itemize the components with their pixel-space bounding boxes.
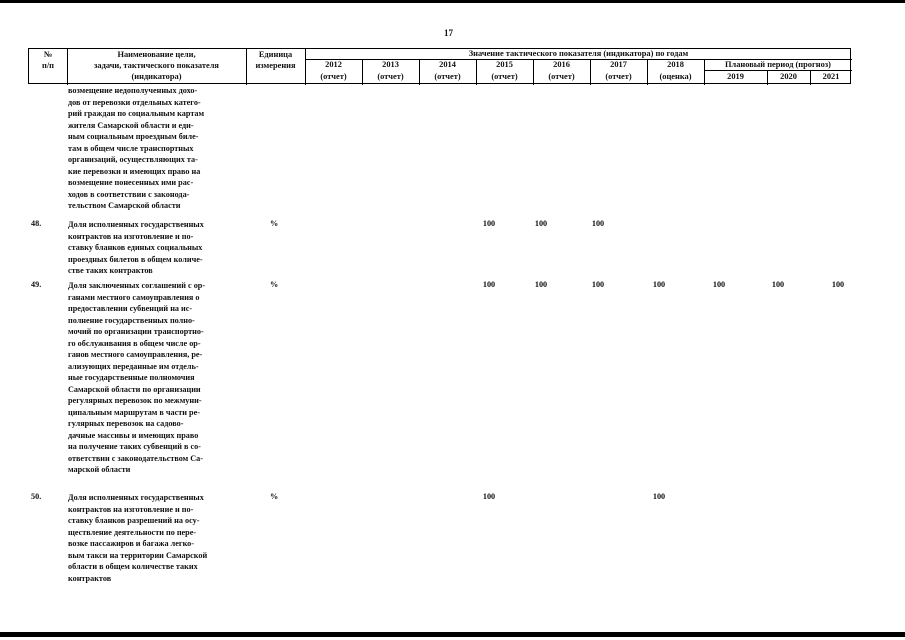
indicator-value: 100 <box>771 280 785 289</box>
unit-of-measure: % <box>270 492 279 501</box>
header-forecast-year-2020: 2020 <box>780 72 797 81</box>
table-header <box>28 48 851 84</box>
header-year-2015: 2015 <box>496 60 513 69</box>
indicator-value: 100 <box>534 280 548 289</box>
indicator-name-line: вым такси на территории Самарской <box>68 550 208 560</box>
indicator-value: 100 <box>712 280 726 289</box>
top-border-bar <box>0 0 905 3</box>
indicator-name-line: организаций, осуществляющих та- <box>68 155 198 164</box>
header-name-line1: Наименование цели, <box>117 50 196 59</box>
indicator-name-line: возке пассажиров и багажа легко- <box>68 539 194 548</box>
row-number: 49. <box>31 280 42 289</box>
indicator-name-line: ные государственные полномочия <box>68 373 195 382</box>
header-values-title: Значение тактического показателя (индикатора) по годам <box>468 49 689 58</box>
indicator-name-line: мочий по организации транспортно- <box>68 327 204 336</box>
indicator-value: 100 <box>652 280 666 289</box>
indicator-name-line: дачные массивы и имеющих право <box>68 430 199 440</box>
indicator-value: 100 <box>482 280 496 289</box>
indicator-name <box>68 219 242 277</box>
header-num-sub: п/п <box>42 61 54 70</box>
indicator-name-line: тельством Самарской области <box>68 201 181 210</box>
indicator-name-line: Доля исполненных государственных <box>68 493 204 502</box>
header-year-sub-2018: (оценка) <box>659 72 692 81</box>
indicator-name-line: регулярных перевозок по межмуни- <box>68 396 202 405</box>
indicator-name-line: контрактов на изготовление и по- <box>68 504 194 514</box>
indicator-name-line: ганов местного самоуправления, ре- <box>68 350 203 359</box>
indicator-name-line: проездных билетов в общем количе- <box>68 254 203 264</box>
indicator-name-line: гулярных перевозок на садово- <box>68 419 184 428</box>
row-number: 50. <box>31 492 42 501</box>
unit-of-measure: % <box>270 280 279 289</box>
indicator-value: 100 <box>591 219 605 228</box>
header-unit-line1: Единица <box>258 50 293 59</box>
indicator-name-line: области в общем количестве таких <box>68 562 198 571</box>
unit-of-measure: % <box>270 219 279 228</box>
indicator-name-line: го обслуживания в общем числе ор- <box>68 338 201 348</box>
header-name-line2: задачи, тактического показателя <box>94 61 219 70</box>
indicator-name-line: возмещение недополученных дохо- <box>68 86 198 95</box>
indicator-name-line: ществление деятельности по пере- <box>68 527 197 537</box>
indicator-name-line: возмещение понесенных ими рас- <box>68 178 194 187</box>
header-name-line3: (индикатора) <box>131 72 182 81</box>
indicator-value: 100 <box>652 492 666 501</box>
indicator-name-line: ным социальным проездным биле- <box>68 132 199 141</box>
indicator-name-line: жителя Самарской области и еди- <box>68 120 194 130</box>
indicator-name-line: ганами местного самоуправления о <box>68 292 200 302</box>
header-year-sub-2014: (отчет) <box>434 72 461 81</box>
row-number: 48. <box>31 219 42 228</box>
header-forecast-title: Плановый период (прогноз) <box>725 60 831 69</box>
indicator-name-line: ходов в соответствии с законода- <box>68 189 190 199</box>
header-year-sub-2017: (отчет) <box>605 72 632 81</box>
indicator-name-line: дов от перевозки отдельных катего- <box>68 97 201 107</box>
indicator-name-line: ципальным маршрутам в части ре- <box>68 407 200 417</box>
page-number: 17 <box>444 28 453 38</box>
header-year-2013: 2013 <box>382 60 399 69</box>
indicator-name-line: там в общем числе транспортных <box>68 143 194 153</box>
indicator-value: 100 <box>482 492 496 501</box>
header-year-sub-2012: (отчет) <box>320 72 347 81</box>
indicator-name-line: ализующих переданные им отдель- <box>68 361 199 371</box>
indicator-name-line: рий граждан по социальным картам <box>68 109 205 118</box>
header-forecast-year-2021: 2021 <box>822 72 840 81</box>
indicator-name <box>68 492 242 584</box>
indicator-name <box>68 85 242 212</box>
header-year-sub-2016: (отчет) <box>548 72 575 81</box>
indicator-name-line: ответствии с законодательством Са- <box>68 453 204 463</box>
indicator-name-line: марской области <box>68 465 131 474</box>
indicator-name-line: контрактов на изготовление и по- <box>68 231 194 241</box>
indicator-name-line: на получение таких субвенций в со- <box>68 442 201 451</box>
indicator-name-line: Доля заключенных соглашений с ор- <box>68 281 206 290</box>
indicator-name-line: ставку бланков разрешений на осу- <box>68 516 200 525</box>
indicator-name <box>68 280 242 476</box>
indicator-value: 100 <box>831 280 845 289</box>
indicator-name-line: стве таких контрактов <box>68 266 153 275</box>
indicator-value: 100 <box>591 280 605 289</box>
bottom-border-bar <box>0 632 905 637</box>
header-year-2012: 2012 <box>325 60 342 69</box>
indicator-name-line: ставку бланков единых социальных <box>68 243 203 252</box>
header-year-2017: 2017 <box>610 60 627 69</box>
header-year-2016: 2016 <box>553 60 570 69</box>
header-year-2014: 2014 <box>439 60 456 69</box>
indicator-name-line: кие перевозки и имеющих право на <box>68 166 201 176</box>
indicator-name-line: Доля исполненных государственных <box>68 220 204 229</box>
indicator-name-line: полнение государственных полно- <box>68 315 195 325</box>
indicator-name-line: Самарской области по организации <box>68 384 201 394</box>
header-num-label: № <box>43 50 53 59</box>
header-unit-line2: измерения <box>255 61 296 70</box>
indicator-name-line: предоставлении субвенций на ис- <box>68 304 193 313</box>
indicator-value: 100 <box>482 219 496 228</box>
header-year-2018: 2018 <box>667 60 684 69</box>
header-forecast-year-2019: 2019 <box>727 72 744 81</box>
indicator-name-line: контрактов <box>68 573 112 583</box>
indicator-value: 100 <box>534 219 548 228</box>
header-year-sub-2013: (отчет) <box>377 72 404 81</box>
header-rule <box>704 70 852 71</box>
header-year-sub-2015: (отчет) <box>491 72 518 81</box>
